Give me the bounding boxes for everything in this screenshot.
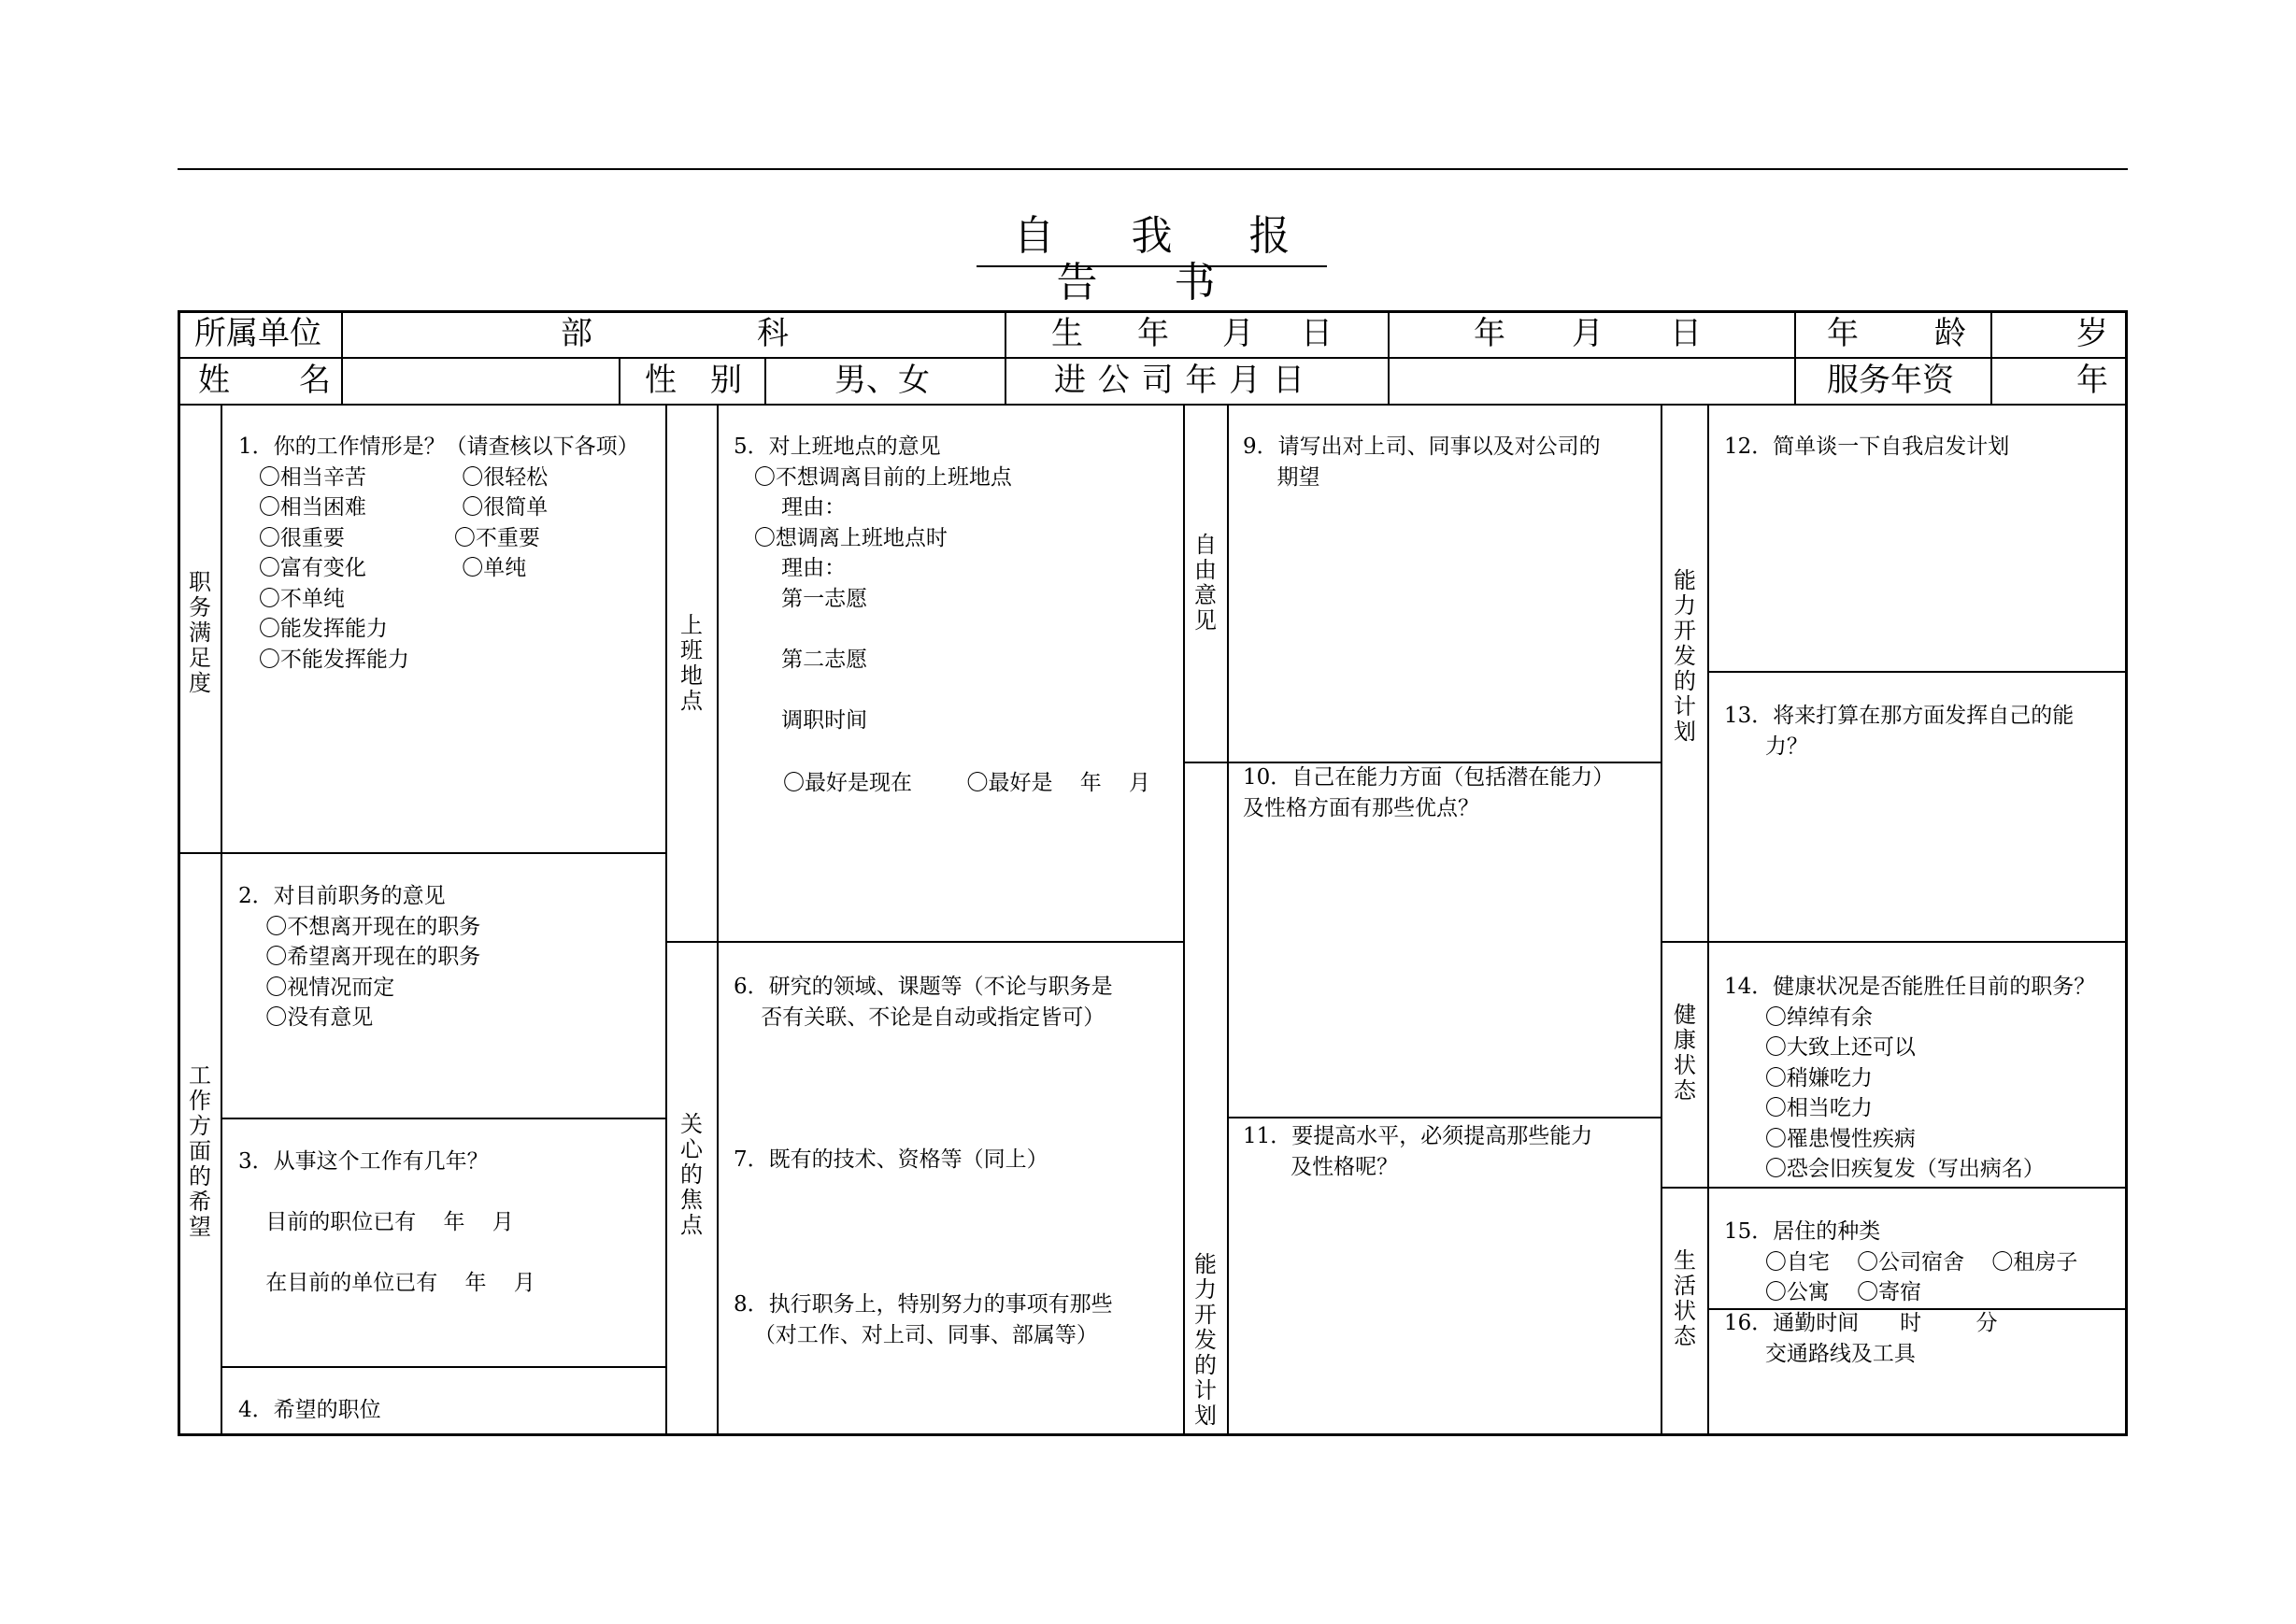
q14-health: 14．健康状况是否能胜任目前的职务？ 〇绰绰有余 〇大致上还可以 〇稍嫌吃力 〇相当吃力 〇罹患慢性疾病 〇恐会旧疾复发（写出病名） — [1724, 975, 2096, 1181]
unit-label: 所属单位 — [194, 315, 321, 352]
label-health: 健 康 状 态 — [1674, 1002, 1696, 1104]
header-col-divider — [1388, 310, 1390, 404]
q8-efforts: 8．执行职务上，特别努力的事项有那些 （对工作、对上司、同事、部属等） — [734, 1292, 1113, 1347]
row-divider — [1227, 1117, 1661, 1118]
q15-residence: 15．居住的种类 〇自宅 〇公司宿舍 〇租房子 〇公寓 〇寄宿 — [1724, 1219, 2078, 1304]
row-divider — [1707, 671, 2128, 673]
col-divider — [221, 404, 222, 1436]
label-living: 生 活 状 态 — [1674, 1247, 1696, 1349]
label-focus: 关 心 的 焦 点 — [680, 1111, 703, 1238]
col-divider — [1183, 404, 1185, 1436]
birth-label-ri: 日 — [1301, 315, 1333, 352]
col-divider — [1227, 404, 1229, 1436]
name-label-ming: 名 — [299, 362, 331, 399]
col-divider — [1661, 404, 1662, 1436]
q13-future-ability: 13．将来打算在那方面发挥自己的能 力？ — [1724, 704, 2075, 759]
q3-years-in-job: 3．从事这个工作有几年？ 目前的职位已有 年 月 在目前的单位已有 年 月 — [238, 1149, 535, 1295]
age-label-nian: 年 — [1827, 315, 1859, 352]
q12-self-development: 12．简单谈一下自我启发计划 — [1724, 434, 2010, 459]
label-free-opinion: 自 由 意 见 — [1194, 532, 1217, 634]
birth-label-sheng: 生 — [1051, 315, 1083, 352]
header-col-divider — [1005, 310, 1006, 404]
q1-work-situation: 1．你的工作情形是？（请查核以下各项） 〇相当辛苦 〇很轻松 〇相当困难 〇很简单 〇很重要 〇不重要 〇富有变化 〇单纯 〇不单纯 〇能发挥能力 〇不能发挥能力 — [238, 434, 639, 672]
header-row-divider — [178, 357, 2128, 359]
birth-year-unit: 年 — [1474, 315, 1505, 352]
row-divider — [221, 1366, 665, 1368]
q11-improvements: 11．要提高水平，必须提高那些能力 及性格呢？ — [1243, 1124, 1593, 1179]
row-divider — [1661, 941, 2128, 943]
service-years-label: 服务年资 — [1827, 362, 1954, 399]
header-col-divider — [341, 310, 343, 404]
name-label-xing: 姓 — [198, 362, 230, 399]
q5-work-location-opinion: 5．对上班地点的意见 〇不想调离目前的上班地点 理由： 〇想调离上班地点时 理由： 第一志愿 第二志愿 调职时间 — [734, 434, 1012, 733]
q9-expectations: 9．请写出对上司、同事以及对公司的 期望 — [1243, 434, 1601, 490]
birth-day-unit: 日 — [1670, 315, 1702, 352]
header-col-divider — [619, 357, 620, 404]
header-bottom-line — [178, 404, 2128, 406]
label-work-location: 上 班 地 点 — [680, 612, 703, 714]
dept-label: 部 — [561, 315, 592, 352]
age-unit: 岁 — [2076, 315, 2108, 352]
birth-month-unit: 月 — [1572, 315, 1604, 352]
service-years-unit: 年 — [2076, 362, 2108, 399]
row-divider — [665, 941, 1183, 943]
gender-options: 男、女 — [834, 362, 930, 399]
row-divider — [1661, 1187, 2128, 1189]
join-date-label: 进 公 司 年 月 日 — [1054, 362, 1306, 399]
header-col-divider — [1990, 310, 1992, 404]
gender-label-xing: 性 — [645, 362, 677, 399]
header-col-divider — [764, 357, 766, 404]
gender-label-bie: 别 — [710, 362, 742, 399]
header-col-divider — [1794, 310, 1796, 404]
row-divider — [221, 1118, 665, 1119]
q4-desired-position: 4．希望的职位 — [238, 1398, 381, 1422]
page-title: 自 我 报 告 书 — [977, 213, 1327, 267]
section-label: 科 — [757, 315, 789, 352]
label-ability-plan-bottom: 能 力 开 发 的 计 划 — [1194, 1251, 1217, 1429]
q10-strengths: 10．自己在能力方面（包括潜在能力） 及性格方面有那些优点？ — [1243, 765, 1615, 820]
col-divider — [665, 404, 667, 1436]
label-work-hope: 工 作 方 面 的 希 望 — [189, 1062, 211, 1240]
q7-skills-qualifications: 7．既有的技术、资格等（同上） — [734, 1147, 1048, 1172]
q16-commute: 16．通勤时间 时 分 交通路线及工具 — [1724, 1311, 1998, 1366]
age-label-ling: 龄 — [1934, 315, 1966, 352]
birth-label-nian: 年 — [1137, 315, 1169, 352]
label-ability-plan-right: 能 力 开 发 的 计 划 — [1674, 567, 1696, 745]
q5-transfer-choice: 〇最好是现在 〇最好是 年 月 — [783, 771, 1150, 795]
q6-research-fields: 6．研究的领域、课题等（不论与职务是 否有关联、不论是自动或指定皆可） — [734, 975, 1113, 1030]
col-divider — [1707, 404, 1709, 1436]
birth-label-yue: 月 — [1222, 315, 1254, 352]
q2-job-opinion: 2．对目前职务的意见 〇不想离开现在的职务 〇希望离开现在的职务 〇视情况而定 〇没有意见 — [238, 884, 481, 1030]
top-rule — [178, 168, 2128, 170]
col-divider — [717, 404, 719, 1436]
row-divider — [178, 852, 665, 854]
label-job-satisfaction: 职 务 满 足 度 — [189, 569, 211, 696]
